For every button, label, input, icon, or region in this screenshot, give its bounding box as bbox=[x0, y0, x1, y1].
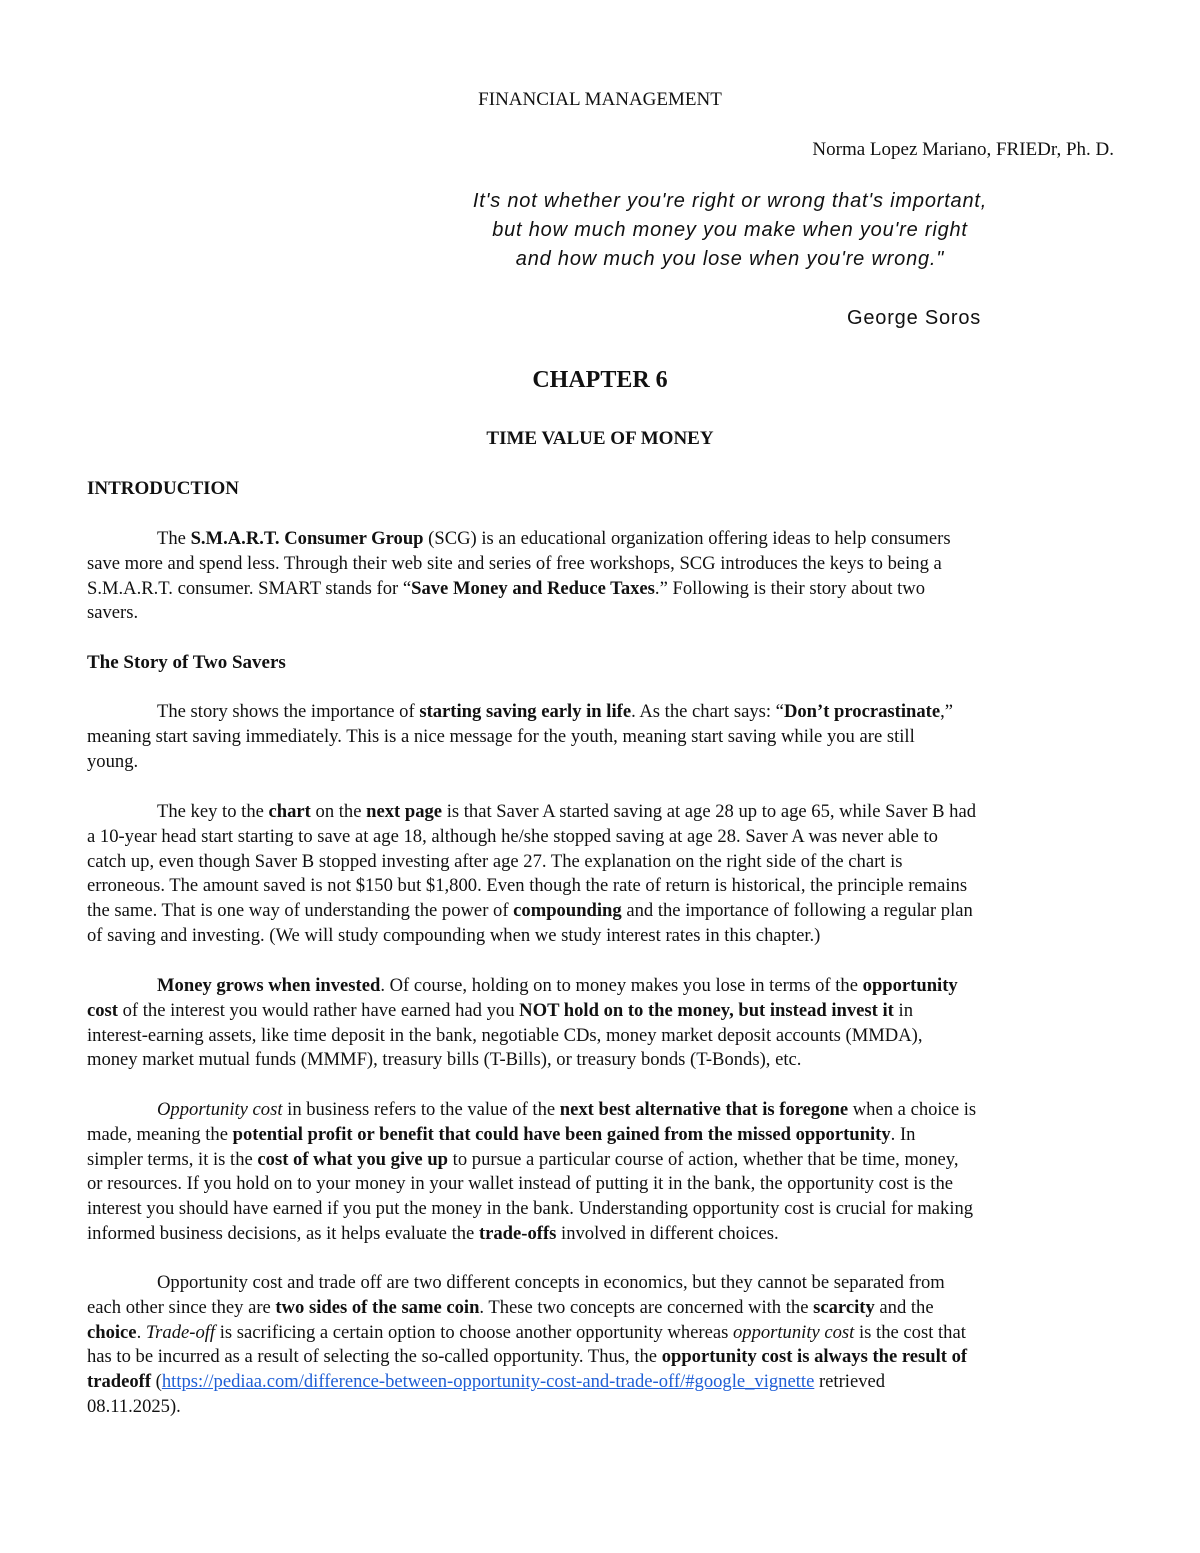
paragraph-line: S.M.A.R.T. consumer. SMART stands for “Save Money and Reduce Taxes.” Following is their story about two bbox=[87, 577, 926, 599]
paragraph-line: erroneous. The amount saved is not $150 but $1,800. Even though the rate of return is historical, the principle remains bbox=[87, 875, 968, 897]
paragraph-line: The key to the chart on the next page is that Saver A started saving at age 28 up to age 65, while Saver B had bbox=[157, 801, 976, 822]
paragraph-line: The story shows the importance of starting saving early in life. As the chart says: “Don’t procrastinate,” bbox=[157, 701, 953, 722]
paragraph-line: a 10-year head start starting to save at age 18, although he/she stopped saving at age 28. Saver A was never able to bbox=[87, 825, 938, 847]
paragraph-line: savers. bbox=[87, 602, 139, 624]
paragraph-line: The S.M.A.R.T. Consumer Group (SCG) is an educational organization offering ideas to help consumers bbox=[157, 528, 951, 549]
paragraph-line: simpler terms, it is the cost of what you give up to pursue a particular course of action, whether that be time, money, bbox=[87, 1148, 959, 1170]
paragraph-line: catch up, even though Saver B stopped investing after age 27. The explanation on the right side of the chart is bbox=[87, 850, 903, 872]
paragraph-line: of saving and investing. (We will study compounding when we study interest rates in this chapter.) bbox=[87, 924, 821, 946]
epigraph-attribution: George Soros bbox=[847, 307, 982, 329]
course-title: FINANCIAL MANAGEMENT bbox=[478, 89, 722, 110]
epigraph-line: It's not whether you're right or wrong that's important, bbox=[472, 190, 988, 212]
paragraph-line: money market mutual funds (MMMF), treasury bills (T-Bills), or treasury bonds (T-Bonds), etc. bbox=[87, 1049, 802, 1071]
paragraph-trade-off bbox=[87, 1271, 1115, 1420]
paragraph-early-saving bbox=[87, 700, 1115, 774]
paragraph-line: Money grows when invested. Of course, holding on to money makes you lose in terms of the opportunity bbox=[157, 975, 958, 996]
paragraph-line: made, meaning the potential profit or benefit that could have been gained from the missed opportunity. In bbox=[87, 1123, 916, 1145]
paragraph-line: interest you should have earned if you put the money in the bank. Understanding opportunity cost is crucial for making bbox=[87, 1198, 974, 1220]
chapter-title: TIME VALUE OF MONEY bbox=[486, 428, 714, 449]
paragraph-line: interest-earning assets, like time deposit in the bank, negotiable CDs, money market deposit accounts (MMDA), bbox=[87, 1024, 923, 1046]
paragraph-line: young. bbox=[87, 750, 139, 772]
paragraph-line: the same. That is one way of understanding the power of compounding and the importance of following a regular plan bbox=[87, 900, 973, 922]
paragraph-line: choice. Trade-off is sacrificing a certain option to choose another opportunity whereas opportunity cost is the cost that bbox=[87, 1321, 966, 1343]
paragraph-line: Opportunity cost in business refers to the value of the next best alternative that is foregone when a choice is bbox=[157, 1099, 977, 1120]
paragraph-scg-intro bbox=[87, 527, 1115, 626]
paragraph-line: save more and spend less. Through their web site and series of free workshops, SCG introduces the keys to being a bbox=[87, 552, 942, 574]
story-heading: The Story of Two Savers bbox=[87, 652, 286, 673]
epigraph-quote bbox=[330, 187, 1130, 274]
paragraph-line: each other since they are two sides of the same coin. These two concepts are concerned with the scarcity and the bbox=[87, 1296, 934, 1318]
paragraph-line: tradeoff (https://pediaa.com/difference-between-opportunity-cost-and-trade-off/#google_vignette retrieved bbox=[87, 1371, 886, 1393]
epigraph-line: but how much money you make when you're right bbox=[492, 219, 968, 241]
paragraph-money-grows bbox=[87, 974, 1115, 1073]
paragraph-opportunity-cost bbox=[87, 1098, 1115, 1247]
chapter-number: CHAPTER 6 bbox=[532, 367, 668, 393]
paragraph-line: meaning start saving immediately. This is a nice message for the youth, meaning start saving while you are still bbox=[87, 725, 915, 747]
introduction-heading: INTRODUCTION bbox=[87, 478, 240, 499]
paragraph-line: has to be incurred as a result of selecting the so-called opportunity. Thus, the opportunity cost is always the result of bbox=[87, 1346, 968, 1368]
author-name: Norma Lopez Mariano, FRIEDr, Ph. D. bbox=[812, 139, 1114, 160]
paragraph-line: Opportunity cost and trade off are two different concepts in economics, but they cannot be separated from bbox=[157, 1272, 945, 1293]
paragraph-chart-explanation bbox=[87, 800, 1115, 949]
source-link[interactable]: https://pediaa.com/difference-between-opportunity-cost-and-trade-off/#google_vignette bbox=[161, 1371, 815, 1393]
paragraph-line: cost of the interest you would rather have earned had you NOT hold on to the money, but instead invest it in bbox=[87, 999, 913, 1021]
paragraph-line: or resources. If you hold on to your money in your wallet instead of putting it in the bank, the opportunity cost is the bbox=[87, 1173, 954, 1195]
paragraph-line: informed business decisions, as it helps evaluate the trade-offs involved in different choices. bbox=[87, 1222, 779, 1244]
epigraph-line: and how much you lose when you're wrong." bbox=[515, 248, 945, 270]
paragraph-line: 08.11.2025). bbox=[87, 1395, 181, 1417]
